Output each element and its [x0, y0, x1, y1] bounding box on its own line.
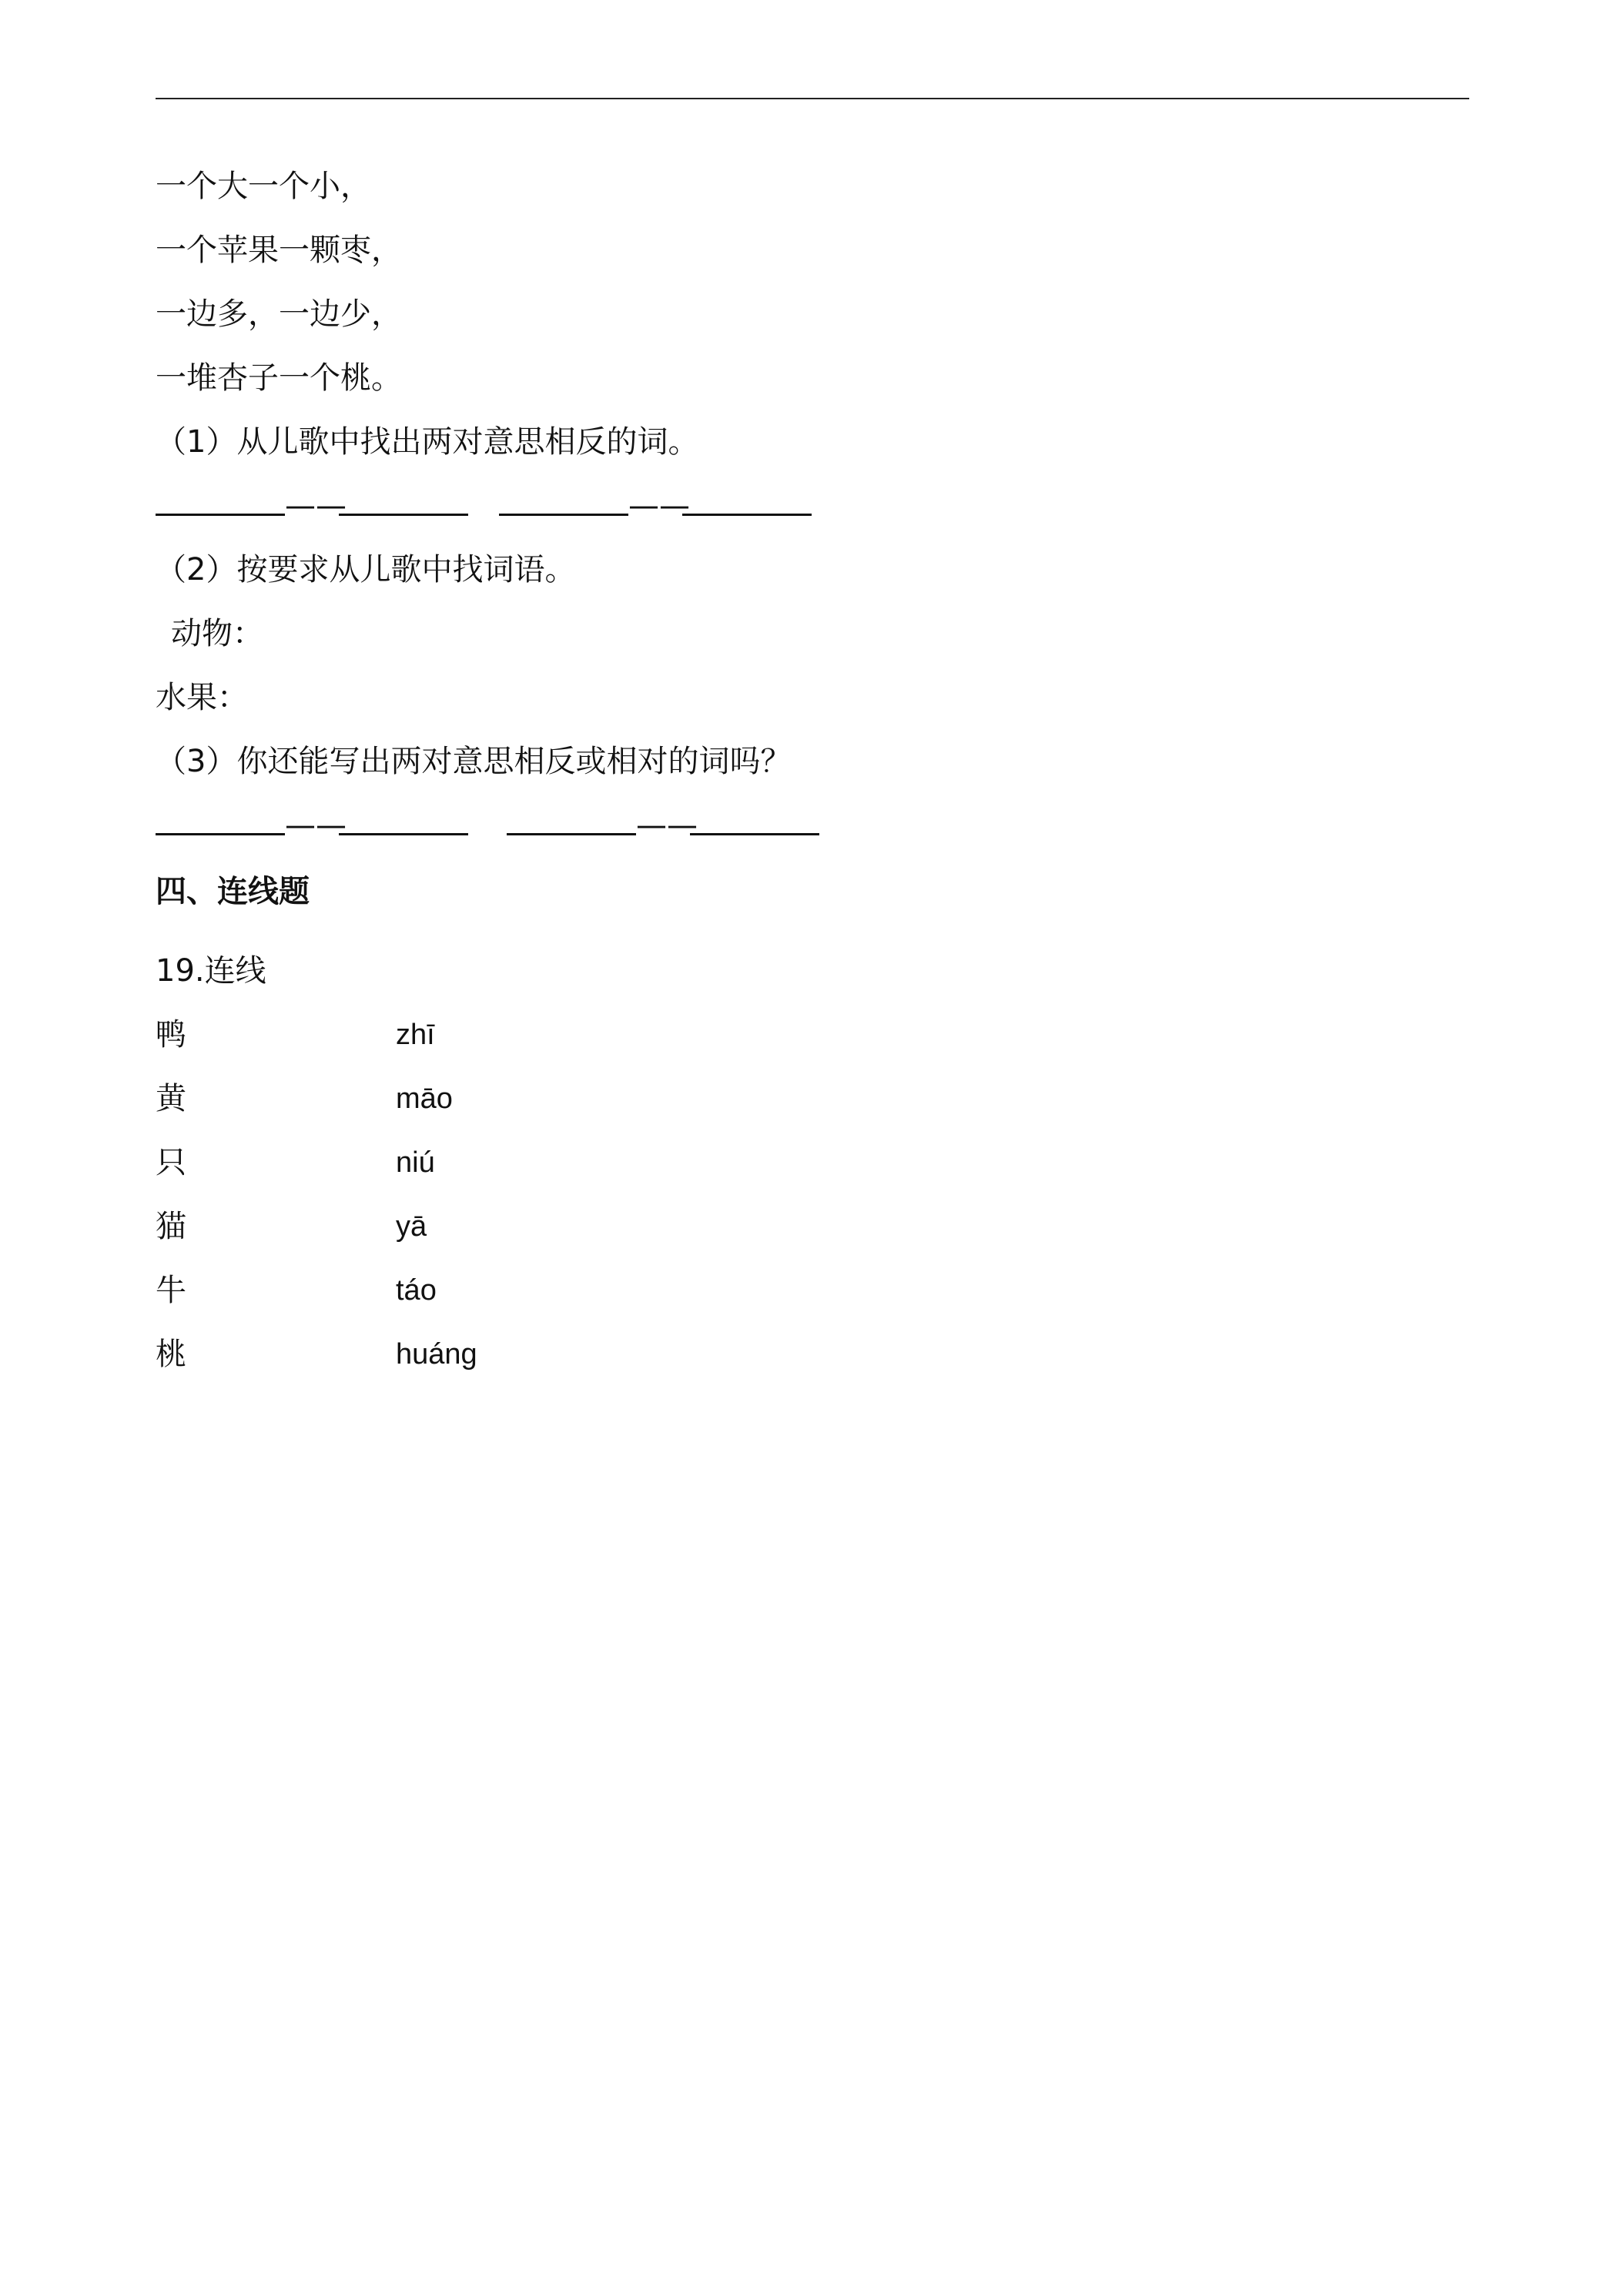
- answer-blank[interactable]: [690, 810, 819, 835]
- match-character: 只: [156, 1145, 186, 1180]
- poem-line-3: 一边多，一边少，: [156, 296, 402, 332]
- answer-blank[interactable]: [339, 490, 468, 516]
- answer-row-3: [156, 807, 819, 844]
- dash: ——: [285, 488, 347, 524]
- match-character: 牛: [156, 1273, 186, 1308]
- answer-blank[interactable]: [156, 810, 285, 835]
- answer-blank[interactable]: [499, 490, 628, 516]
- fruit-label: 水果：: [156, 680, 248, 715]
- header-rule: [156, 98, 1469, 99]
- question-2: （2）按要求从儿歌中找词语。: [156, 552, 576, 587]
- match-character: 桃: [156, 1337, 186, 1372]
- animal-label: 动物：: [171, 616, 263, 651]
- poem-line-1: 一个大一个小，: [156, 169, 371, 204]
- answer-row-1: [156, 487, 812, 524]
- question-19: 19.连线: [156, 953, 266, 989]
- match-character: 黄: [156, 1081, 186, 1116]
- dash: ——: [285, 808, 347, 843]
- dash: ——: [636, 808, 698, 843]
- match-character: 猫: [156, 1209, 186, 1244]
- match-character: 鸭: [156, 1017, 186, 1053]
- section-heading: 四、连线题: [156, 874, 310, 909]
- answer-blank[interactable]: [507, 810, 636, 835]
- match-pinyin: niú: [396, 1146, 435, 1179]
- match-pinyin: huáng: [396, 1338, 477, 1371]
- question-1: （1）从儿歌中找出两对意思相反的词。: [156, 424, 699, 460]
- answer-blank[interactable]: [682, 490, 812, 516]
- match-pinyin: yā: [396, 1210, 427, 1243]
- answer-blank[interactable]: [156, 490, 285, 516]
- match-pinyin: táo: [396, 1274, 437, 1307]
- match-pinyin: zhī: [396, 1019, 435, 1051]
- dash: ——: [628, 488, 690, 524]
- match-pinyin: māo: [396, 1083, 453, 1115]
- answer-blank[interactable]: [339, 810, 468, 835]
- poem-line-2: 一个苹果一颗枣，: [156, 233, 402, 268]
- question-3: （3）你还能写出两对意思相反或相对的词吗？: [156, 744, 792, 779]
- poem-line-4: 一堆杏子一个桃。: [156, 360, 402, 396]
